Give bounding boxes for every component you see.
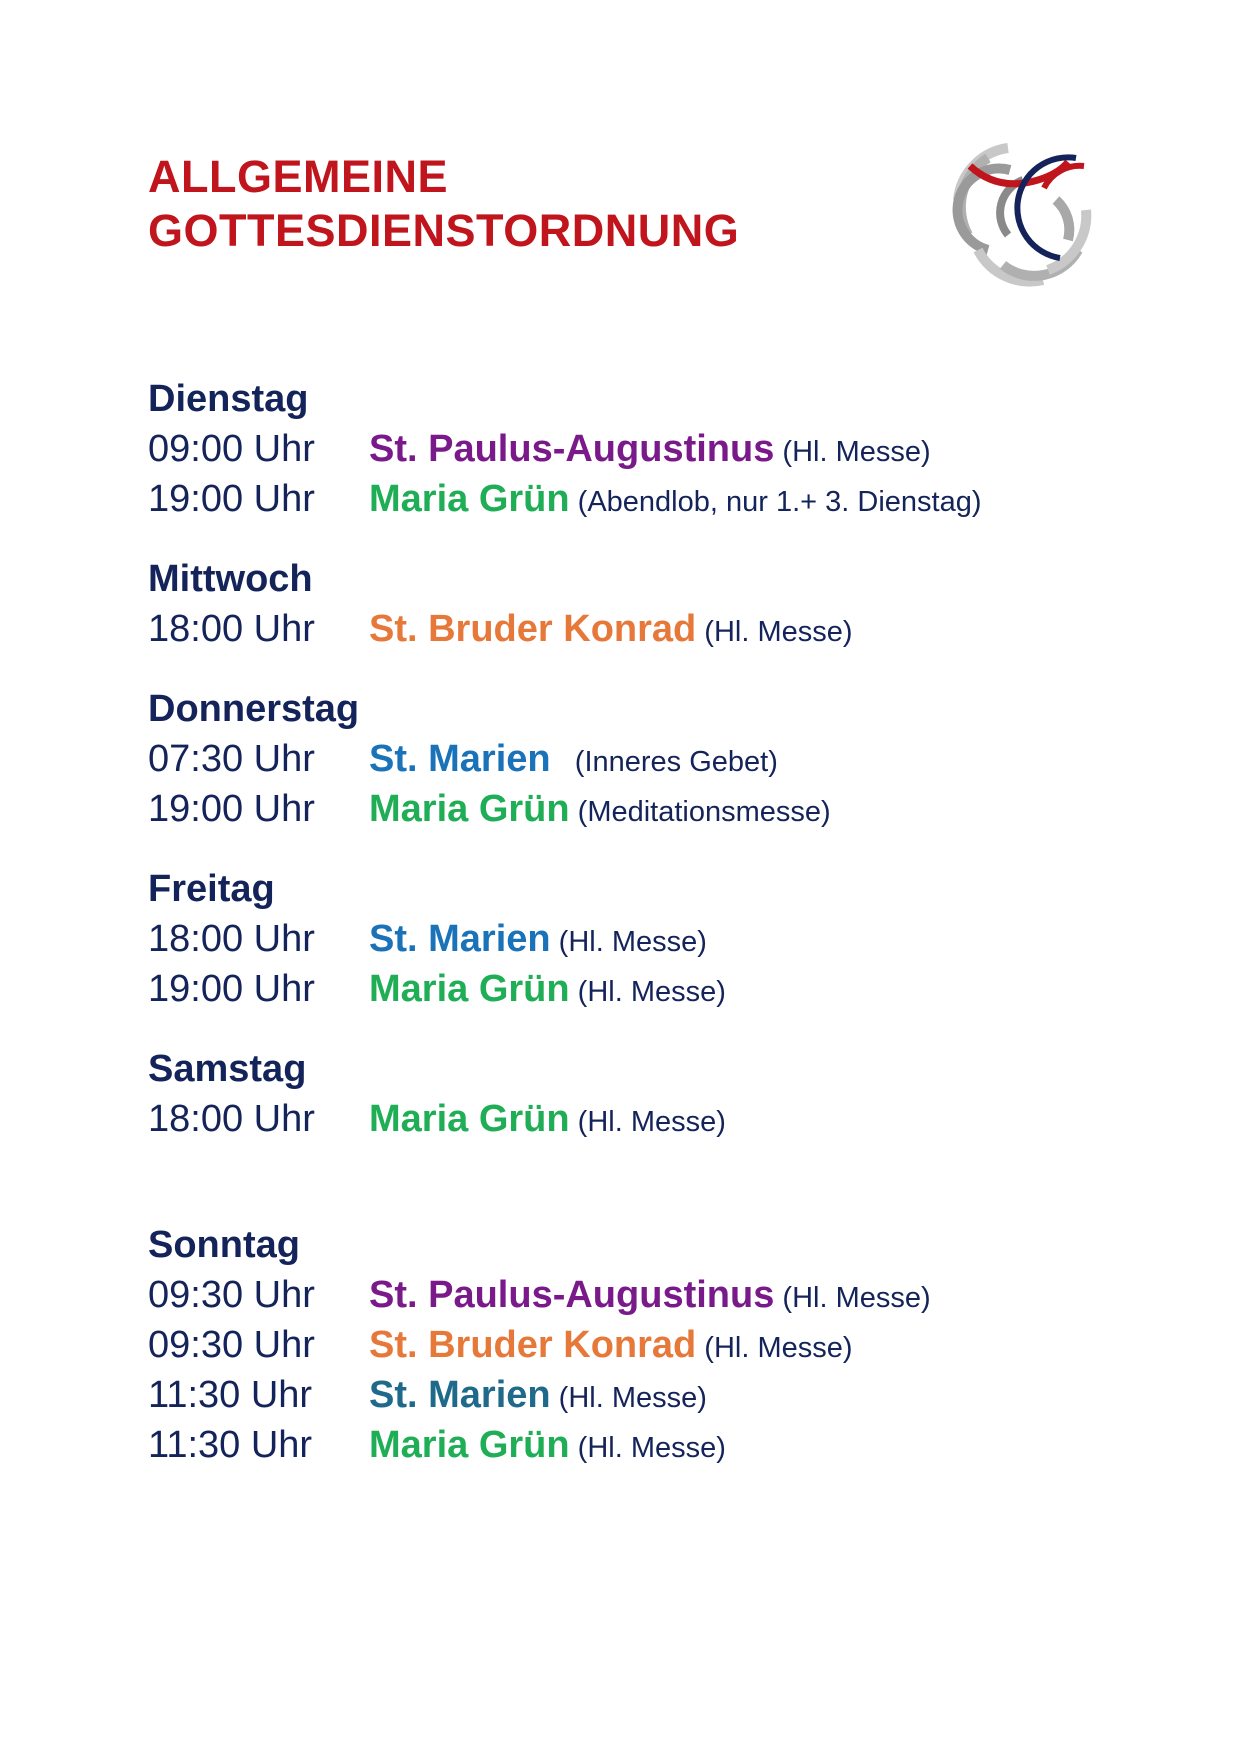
church-name: Maria Grün [369,478,570,520]
service-entry [148,604,1148,654]
service-time: 19:00 Uhr [148,478,315,520]
service-note: (Inneres Gebet) [550,746,778,778]
service-entry [148,1320,1148,1370]
service-time: 11:30 Uhr [148,1424,313,1466]
day-dienstag [148,374,1148,524]
service-entry [148,1270,1148,1320]
church-name: Maria Grün [369,788,570,830]
church-name: St. Paulus-Augustinus [369,428,775,470]
service-note: (Hl. Messe) [774,1282,931,1314]
service-detail [369,1420,726,1478]
service-entry [148,1094,1148,1144]
church-name: Maria Grün [369,1424,570,1466]
title-line-1: ALLGEMEINE [148,151,449,202]
service-note: (Hl. Messe) [569,1106,726,1138]
service-entry [148,964,1148,1014]
day-heading: Samstag [148,1048,307,1090]
service-time: 09:00 Uhr [148,428,315,470]
service-time: 18:00 Uhr [148,1098,315,1140]
service-time: 19:00 Uhr [148,968,315,1010]
church-name: St. Marien [369,918,551,960]
day-heading: Donnerstag [148,688,360,730]
church-name: St. Marien [369,738,551,780]
service-time: 09:30 Uhr [148,1274,315,1316]
service-time: 11:30 Uhr [148,1374,313,1416]
service-note: (Hl. Messe) [696,616,853,648]
day-donnerstag [148,684,1148,834]
service-detail [369,604,853,662]
service-detail [369,784,831,842]
title-line-2: GOTTESDIENSTORDNUNG [148,205,740,256]
church-name: St. Bruder Konrad [369,1324,697,1366]
church-name: St. Paulus-Augustinus [369,1274,775,1316]
parish-globe-logo-icon [948,140,1098,290]
service-entry [148,914,1148,964]
church-name: St. Bruder Konrad [369,608,697,650]
service-detail [369,474,982,532]
service-schedule [148,374,1148,1470]
service-detail [369,964,726,1022]
day-heading: Mittwoch [148,558,313,600]
service-time: 19:00 Uhr [148,788,315,830]
day-sonntag [148,1220,1148,1470]
service-entry [148,424,1148,474]
service-note: (Hl. Messe) [774,436,931,468]
service-entry [148,1370,1148,1420]
service-time: 07:30 Uhr [148,738,315,780]
day-mittwoch [148,554,1148,654]
service-note: (Hl. Messe) [696,1332,853,1364]
service-time: 18:00 Uhr [148,608,315,650]
service-note: (Hl. Messe) [550,1382,707,1414]
day-freitag [148,864,1148,1014]
service-time: 18:00 Uhr [148,918,315,960]
day-heading: Freitag [148,868,275,910]
day-heading: Sonntag [148,1224,300,1266]
page-title [148,150,739,258]
service-entry [148,1420,1148,1470]
service-note: (Hl. Messe) [550,926,707,958]
day-heading: Dienstag [148,378,309,420]
service-detail [369,1094,726,1152]
service-time: 09:30 Uhr [148,1324,315,1366]
service-note: (Hl. Messe) [569,976,726,1008]
church-name: Maria Grün [369,968,570,1010]
service-note: (Hl. Messe) [569,1432,726,1464]
service-note: (Abendlob, nur 1.+ 3. Dienstag) [569,486,982,518]
day-samstag [148,1044,1148,1144]
service-entry [148,474,1148,524]
service-entry [148,734,1148,784]
church-name: St. Marien [369,1374,551,1416]
service-entry [148,784,1148,834]
service-note: (Meditationsmesse) [569,796,831,828]
church-name: Maria Grün [369,1098,570,1140]
